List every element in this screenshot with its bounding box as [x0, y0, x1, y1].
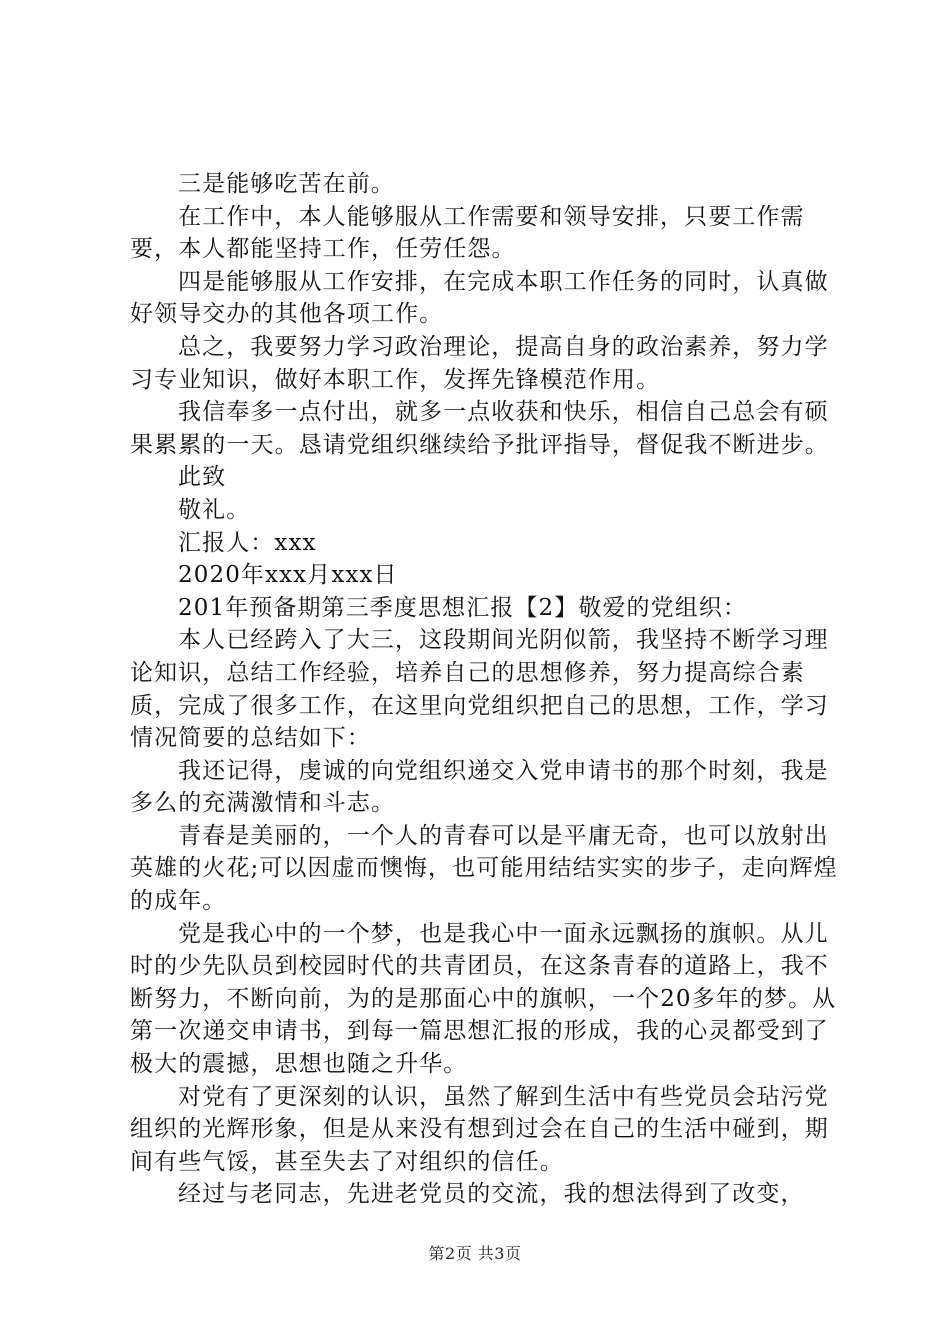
- date-line: 2020年xxx月xxx日: [178, 562, 398, 589]
- paragraph: 本人已经跨入了大三，这段期间光阴似箭，我坚持不断学习理论知识，总结工作经验，培养自己的思想修养，努力提高综合素质，完成了很多工作，在这里向党组织把自己的思想，工作，学习情况简要的总结如下：: [130, 627, 829, 752]
- section-heading: 201年预备期第三季度思想汇报【2】敬爱的党组织：: [178, 594, 748, 621]
- paragraph: 对党有了更深刻的认识，虽然了解到生活中有些党员会玷污党组织的光辉形象，但是从来没有想到过会在自己的生活中碰到，期间有些气馁，甚至失去了对组织的信任。: [130, 1083, 829, 1175]
- page-number-label: 第2页 共3页: [428, 1244, 522, 1263]
- page-footer: [0, 1241, 950, 1264]
- salutation-line: 此致: [178, 464, 227, 491]
- paragraph: 青春是美丽的，一个人的青春可以是平庸无奇，也可以放射出英雄的火花;可以因虚而懊悔，也可能用结结实实的步子，走向辉煌的成年。: [130, 822, 838, 915]
- paragraph: 党是我心中的一个梦，也是我心中一面永远飘扬的旗帜。从儿时的少先队员到校园时代的共青团员，在这条青春的道路上，我不断努力，不断向前，为的是那面心中的旗帜，一个20多年的梦。从第一次递交申请书，到每一篇思想汇报的形成，我的心灵都受到了极大的震撼，思想也随之升华。: [130, 920, 837, 1078]
- paragraph: 三是能够吃苦在前。: [178, 171, 395, 197]
- paragraph: 总之，我要努力学习政治理论，提高自身的政治素养，努力学习专业知识，做好本职工作，发挥先锋模范作用。: [130, 333, 829, 393]
- paragraph: 我还记得，虔诚的向党组织递交入党申请书的那个时刻，我是多么的充满激情和斗志。: [130, 757, 829, 817]
- regards-line: 敬礼。: [178, 496, 251, 523]
- paragraph: 经过与老同志，先进老党员的交流，我的想法得到了改变，: [178, 1181, 805, 1208]
- paragraph: 在工作中，本人能够服从工作需要和领导安排，只要工作需要，本人都能坚持工作，任劳任怨。: [130, 203, 805, 263]
- reporter-line: 汇报人：xxx: [178, 529, 317, 556]
- document-body: [130, 168, 838, 1211]
- paragraph: 四是能够服从工作安排，在完成本职工作任务的同时，认真做好领导交办的其他各项工作。: [130, 268, 829, 328]
- paragraph: 我信奉多一点付出，就多一点收获和快乐，相信自己总会有硕果累累的一天。恳请党组织继续给予批评指导，督促我不断进步。: [130, 399, 829, 458]
